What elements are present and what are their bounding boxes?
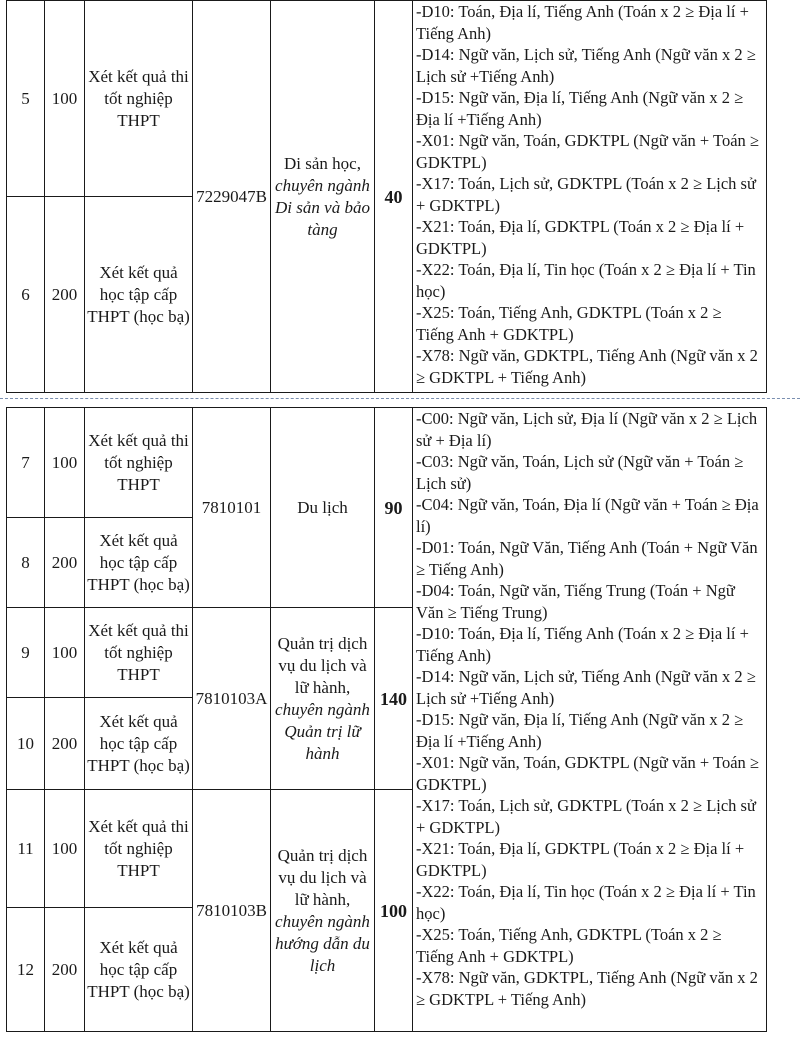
- major-code-cell: 7810101: [193, 408, 271, 608]
- stt-cell: 5: [7, 1, 45, 197]
- stt-cell: 9: [7, 608, 45, 698]
- subject-combinations-cell: [413, 408, 767, 1032]
- subject-combination: -C03: Ngữ văn, Toán, Lịch sử (Ngữ văn + Toán ≥ Lịch sử): [416, 452, 744, 493]
- major-name: Quản trị dịch vụ du lịch và lữ hành,: [277, 633, 368, 697]
- subject-combination: -X22: Toán, Địa lí, Tin học (Toán x 2 ≥ Địa lí + Tin học): [416, 260, 756, 301]
- subject-combination: -D14: Ngữ văn, Lịch sử, Tiếng Anh (Ngữ văn x 2 ≥ Lịch sử +Tiếng Anh): [416, 45, 756, 86]
- subject-combination: -C04: Ngữ văn, Toán, Địa lí (Ngữ văn + Toán ≥ Địa lí): [416, 495, 759, 536]
- stt-cell: 8: [7, 518, 45, 608]
- subject-combinations-cell: [413, 1, 767, 393]
- major-name: Du lịch: [297, 497, 348, 517]
- quota-cell: 100: [45, 790, 85, 908]
- page-gap: [7, 393, 767, 408]
- subject-combination: -D14: Ngữ văn, Lịch sử, Tiếng Anh (Ngữ văn x 2 ≥ Lịch sử +Tiếng Anh): [416, 667, 756, 708]
- total-quota-cell: 90: [375, 408, 413, 608]
- admission-table: [6, 0, 767, 1032]
- method-cell: Xét kết quả thi tốt nghiệp THPT: [85, 1, 193, 197]
- quota-cell: 200: [45, 518, 85, 608]
- subject-combination: -X25: Toán, Tiếng Anh, GDKTPL (Toán x 2 ≥ Tiếng Anh + GDKTPL): [416, 925, 722, 966]
- total-quota-cell: 40: [375, 1, 413, 393]
- total-quota-cell: 100: [375, 790, 413, 1032]
- subject-combination: -X22: Toán, Địa lí, Tin học (Toán x 2 ≥ Địa lí + Tin học): [416, 882, 756, 923]
- subject-combination: -X25: Toán, Tiếng Anh, GDKTPL (Toán x 2 ≥ Tiếng Anh + GDKTPL): [416, 303, 722, 344]
- stt-cell: 12: [7, 908, 45, 1032]
- subject-combination: -X21: Toán, Địa lí, GDKTPL (Toán x 2 ≥ Địa lí + GDKTPL): [416, 839, 745, 880]
- method-cell: Xét kết quả thi tốt nghiệp THPT: [85, 408, 193, 518]
- major-name-cell: [271, 608, 375, 790]
- method-cell: Xét kết quả thi tốt nghiệp THPT: [85, 790, 193, 908]
- quota-cell: 200: [45, 197, 85, 393]
- subject-combination: -X78: Ngữ văn, GDKTPL, Tiếng Anh (Ngữ văn x 2 ≥ GDKTPL + Tiếng Anh): [416, 346, 758, 387]
- major-name: Di sản học,: [284, 153, 361, 173]
- method-cell: Xét kết quả học tập cấp THPT (học bạ): [85, 908, 193, 1032]
- total-quota-cell: 140: [375, 608, 413, 790]
- subject-combination: -X01: Ngữ văn, Toán, GDKTPL (Ngữ văn + Toán ≥ GDKTPL): [416, 753, 759, 794]
- subject-combination: -C00: Ngữ văn, Lịch sử, Địa lí (Ngữ văn x 2 ≥ Lịch sử + Địa lí): [416, 409, 758, 450]
- subject-combination: -X01: Ngữ văn, Toán, GDKTPL (Ngữ văn + Toán ≥ GDKTPL): [416, 131, 759, 172]
- subject-combination: -D15: Ngữ văn, Địa lí, Tiếng Anh (Ngữ văn x 2 ≥ Địa lí +Tiếng Anh): [416, 88, 744, 129]
- subject-combination: -X21: Toán, Địa lí, GDKTPL (Toán x 2 ≥ Địa lí + GDKTPL): [416, 217, 745, 258]
- subject-combination: -D10: Toán, Địa lí, Tiếng Anh (Toán x 2 ≥ Địa lí + Tiếng Anh): [416, 2, 749, 43]
- method-cell: Xét kết quả học tập cấp THPT (học bạ): [85, 698, 193, 790]
- quota-cell: 200: [45, 908, 85, 1032]
- quota-cell: 100: [45, 1, 85, 197]
- quota-cell: 200: [45, 698, 85, 790]
- table-row: [7, 1, 767, 197]
- major-specialization: chuyên ngành Di sản và bảo tàng: [275, 175, 370, 239]
- quota-cell: 100: [45, 408, 85, 518]
- table-row: [7, 408, 767, 518]
- subject-combination: -X17: Toán, Lịch sử, GDKTPL (Toán x 2 ≥ Lịch sử + GDKTPL): [416, 174, 756, 215]
- stt-cell: 7: [7, 408, 45, 518]
- method-cell: Xét kết quả học tập cấp THPT (học bạ): [85, 518, 193, 608]
- subject-combination: -D10: Toán, Địa lí, Tiếng Anh (Toán x 2 ≥ Địa lí + Tiếng Anh): [416, 624, 749, 665]
- subject-combination: -X17: Toán, Lịch sử, GDKTPL (Toán x 2 ≥ Lịch sử + GDKTPL): [416, 796, 756, 837]
- stt-cell: 6: [7, 197, 45, 393]
- method-cell: Xét kết quả thi tốt nghiệp THPT: [85, 608, 193, 698]
- quota-cell: 100: [45, 608, 85, 698]
- major-code-cell: 7810103B: [193, 790, 271, 1032]
- subject-combination: -D04: Toán, Ngữ văn, Tiếng Trung (Toán + Ngữ Văn ≥ Tiếng Trung): [416, 581, 735, 622]
- method-cell: Xét kết quả học tập cấp THPT (học bạ): [85, 197, 193, 393]
- stt-cell: 10: [7, 698, 45, 790]
- major-code-cell: 7810103A: [193, 608, 271, 790]
- major-name-cell: [271, 790, 375, 1032]
- subject-combination: -D15: Ngữ văn, Địa lí, Tiếng Anh (Ngữ văn x 2 ≥ Địa lí +Tiếng Anh): [416, 710, 744, 751]
- stt-cell: 11: [7, 790, 45, 908]
- major-name-cell: [271, 1, 375, 393]
- subject-combination: -D01: Toán, Ngữ Văn, Tiếng Anh (Toán + Ngữ Văn ≥ Tiếng Anh): [416, 538, 758, 579]
- major-specialization: chuyên ngành hướng dẫn du lịch: [275, 911, 370, 975]
- major-specialization: chuyên ngành Quản trị lữ hành: [275, 699, 370, 763]
- major-name: Quản trị dịch vụ du lịch và lữ hành,: [277, 845, 368, 909]
- subject-combination: -X78: Ngữ văn, GDKTPL, Tiếng Anh (Ngữ văn x 2 ≥ GDKTPL + Tiếng Anh): [416, 968, 758, 1009]
- major-name-cell: [271, 408, 375, 608]
- major-code-cell: 7229047B: [193, 1, 271, 393]
